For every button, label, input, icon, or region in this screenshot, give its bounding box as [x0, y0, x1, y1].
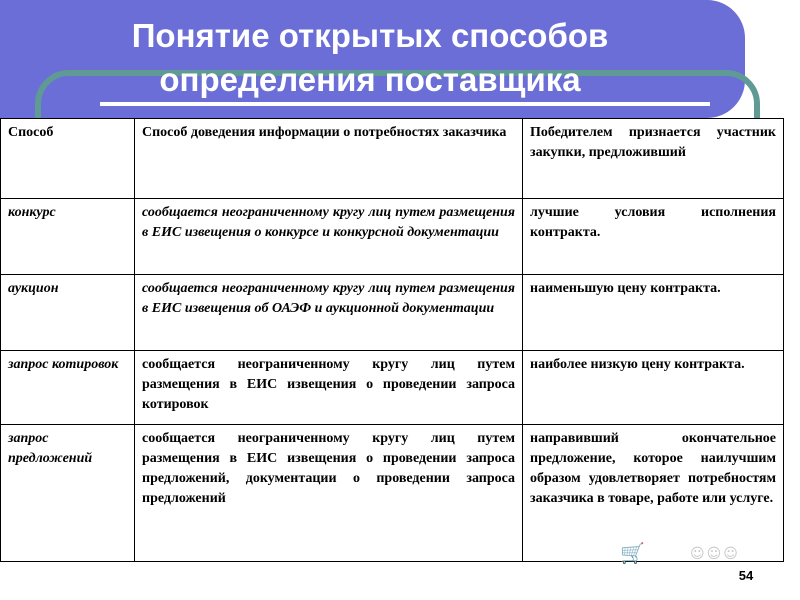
header-method: Способ	[1, 119, 135, 199]
row-winner: лучшие условия исполнения контракта.	[523, 199, 784, 275]
table-row	[1, 275, 784, 351]
header-how: Способ доведения информации о потребностях заказчика	[135, 119, 523, 199]
row-how: сообщается неограниченному кругу лиц путем размещения в ЕИС извещения о проведении запроса котировок	[135, 351, 523, 425]
header-winner: Победителем признается участник закупки, предложивший	[523, 119, 784, 199]
table-header-row	[1, 119, 784, 199]
title-underline	[100, 102, 710, 106]
row-winner: наиболее низкую цену контракта.	[523, 351, 784, 425]
title-line-1: Понятие открытых способов	[131, 17, 609, 54]
row-how: сообщается неограниченному кругу лиц путем размещения в ЕИС извещения о конкурсе и конкурсной документации	[135, 199, 523, 275]
row-how: сообщается неограниченному кругу лиц путем размещения в ЕИС извещения об ОАЭФ и аукционной документации	[135, 275, 523, 351]
row-how: сообщается неограниченному кругу лиц путем размещения в ЕИС извещения о проведении запроса предложений, документации о проведении запроса предложений	[135, 425, 523, 562]
title-line-2: определения поставщика	[159, 61, 581, 98]
procurement-methods-table	[0, 118, 784, 565]
row-method: конкурс	[1, 199, 135, 275]
page-number: 54	[738, 568, 754, 583]
people-decoration-icon: ☺☺☺	[690, 546, 740, 562]
shopping-cart-decoration-icon: 🛒	[620, 541, 645, 565]
row-winner: направивший окончательное предложение, которое наилучшим образом удовлетворяет потребностям заказчика в товаре, работе или услуге.	[523, 425, 784, 562]
table-row	[1, 425, 784, 562]
row-method: аукцион	[1, 275, 135, 351]
row-method: запрос котировок	[1, 351, 135, 425]
table-row	[1, 351, 784, 425]
row-method: запрос предложений	[1, 425, 135, 562]
table-row	[1, 199, 784, 275]
row-winner: наименьшую цену контракта.	[523, 275, 784, 351]
slide-title	[60, 14, 680, 102]
